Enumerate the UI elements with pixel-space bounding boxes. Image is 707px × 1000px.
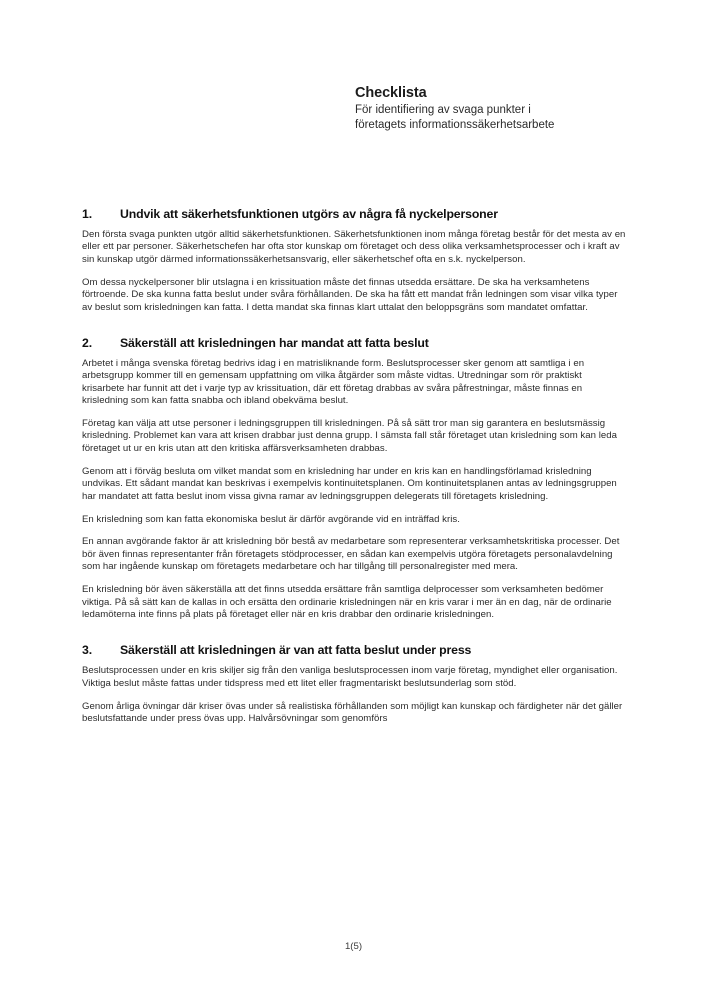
section-paragraph: Arbetet i många svenska företag bedrivs idag i en matrisliknande form. Beslutsprocesser sker genom att samtliga i en arbetsgrupp kommer till en gemensam uppfattning om vilka åtgärder som måste vidtas. Utredningar som rör praktiskt krisarbete har funnit att det i varje typ av krissituation, där ett företag drabbas av svåra påfrestningar, måste finnas en krisledning som kan fatta snabba och ibland obekväma beslut. [82, 357, 585, 407]
section-paragraph: Beslutsprocessen under en kris skiljer sig från den vanliga beslutsprocessen inom varje företag, myndighet eller organisation. Viktiga beslut måste fattas under tidspress med ett litet eller fragmentariskt beslutsunderlag som stöd. [82, 665, 618, 689]
document-body [82, 206, 626, 725]
document-title: Checklista [355, 85, 427, 101]
section-title: Undvik att säkerhetsfunktionen utgörs av några få nyckelpersoner [120, 207, 498, 221]
document-subtitle-line-2: företagets informationssäkerhetsarbete [355, 118, 555, 131]
document-section [82, 642, 626, 725]
page-footer [0, 941, 707, 952]
document-section [82, 206, 626, 314]
section-paragraph: Genom årliga övningar där kriser övas under så realistiska förhållanden som möjligt kan kunskap och färdigheter när det gäller beslutsfattande under press övas upp. Halvårsövningar som genomförs [82, 700, 623, 725]
section-number: 1. [82, 207, 92, 221]
document-subtitle-line-1: För identifiering av svaga punkter i [355, 104, 531, 116]
document-section [82, 335, 626, 621]
section-number: 2. [82, 335, 92, 350]
section-paragraph: Den första svaga punkten utgör alltid säkerhetsfunktionen. Säkerhetsfunktionen inom många företag består för det mesta av en eller ett par personer. Säkerhetschefen har ofta stor kunskap om företaget och dess olika verksamhetsprocesser och i kraft av sin kunskap utgör därmed informationssäkerhetsansvarig, eller säkerhetschef ofta en s.k. nyckelperson. [82, 229, 626, 265]
section-heading [82, 335, 626, 351]
section-paragraph: Företag kan välja att utse personer i ledningsgruppen till krisledningen. På så sätt tror man sig garantera en beslutsmässig krisledning. Problemet kan vara att krisen drabbar just denna grupp. I sämsta fall står företaget utan krisledning som kan leda företaget ut ur en kris utan att den kritiska affärsverksamheten drabbas. [82, 418, 617, 454]
section-heading [82, 206, 626, 222]
section-paragraph: Genom att i förväg besluta om vilket mandat som en krisledning har under en kris kan en handlingsförlamad krisledning undvikas. Ett sådant mandat kan beskrivas i exempelvis kontinuitetsplanen. Om kontinuitetsplanen antas av ledningsgruppen har mandatet att fatta beslut inom vissa givna ramar av ledningsgruppen delegerats till företagets krisledning. [82, 465, 617, 502]
section-title: Säkerställ att krisledningen är van att fatta beslut under press [120, 643, 472, 658]
document-header [355, 84, 635, 132]
section-paragraph: En krisledning som kan fatta ekonomiska beslut är därför avgörande vid en inträffad kris. [82, 513, 460, 525]
section-paragraph: Om dessa nyckelpersoner blir utslagna i en krissituation måste det finnas utsedda ersättare. De ska ha verksamhetens förtroende. De ska kunna fatta beslut under svåra förhållanden. De ska ha fått ett mandat från ledningen som visar vilka typer av beslut som krisledningen kan fatta. I detta mandat ska finnas klart uttalat den beloppsgräns som mandatet omfattar. [82, 276, 618, 313]
section-number: 3. [82, 643, 92, 658]
section-paragraph: En annan avgörande faktor är att krisledning bör bestå av medarbetare som representerar verksamhetskritiska processer. Det bör även finnas representanter från företagets stödprocesser, en sådan kan exempelvis utgöra företagets personalavdelning som har ingående kunskap om företagets medarbetare och har tillgång till personalregister med mera. [82, 536, 620, 573]
section-heading [82, 642, 626, 658]
section-title: Säkerställ att krisledningen har mandat att fatta beslut [120, 335, 429, 350]
page-number: 1(5) [344, 941, 363, 952]
section-paragraph: En krisledning bör även säkerställa att det finns utsedda ersättare från samtliga delprocesser som verksamheten bedömer viktiga. På så sätt kan de kallas in och ersätta den ordinarie krisledningen när en kris varar i mer än en dag, när de ordinarie ledamöterna inte finns på plats på företaget eller när en kris drabbar den ordinarie krisledningen. [82, 584, 612, 620]
